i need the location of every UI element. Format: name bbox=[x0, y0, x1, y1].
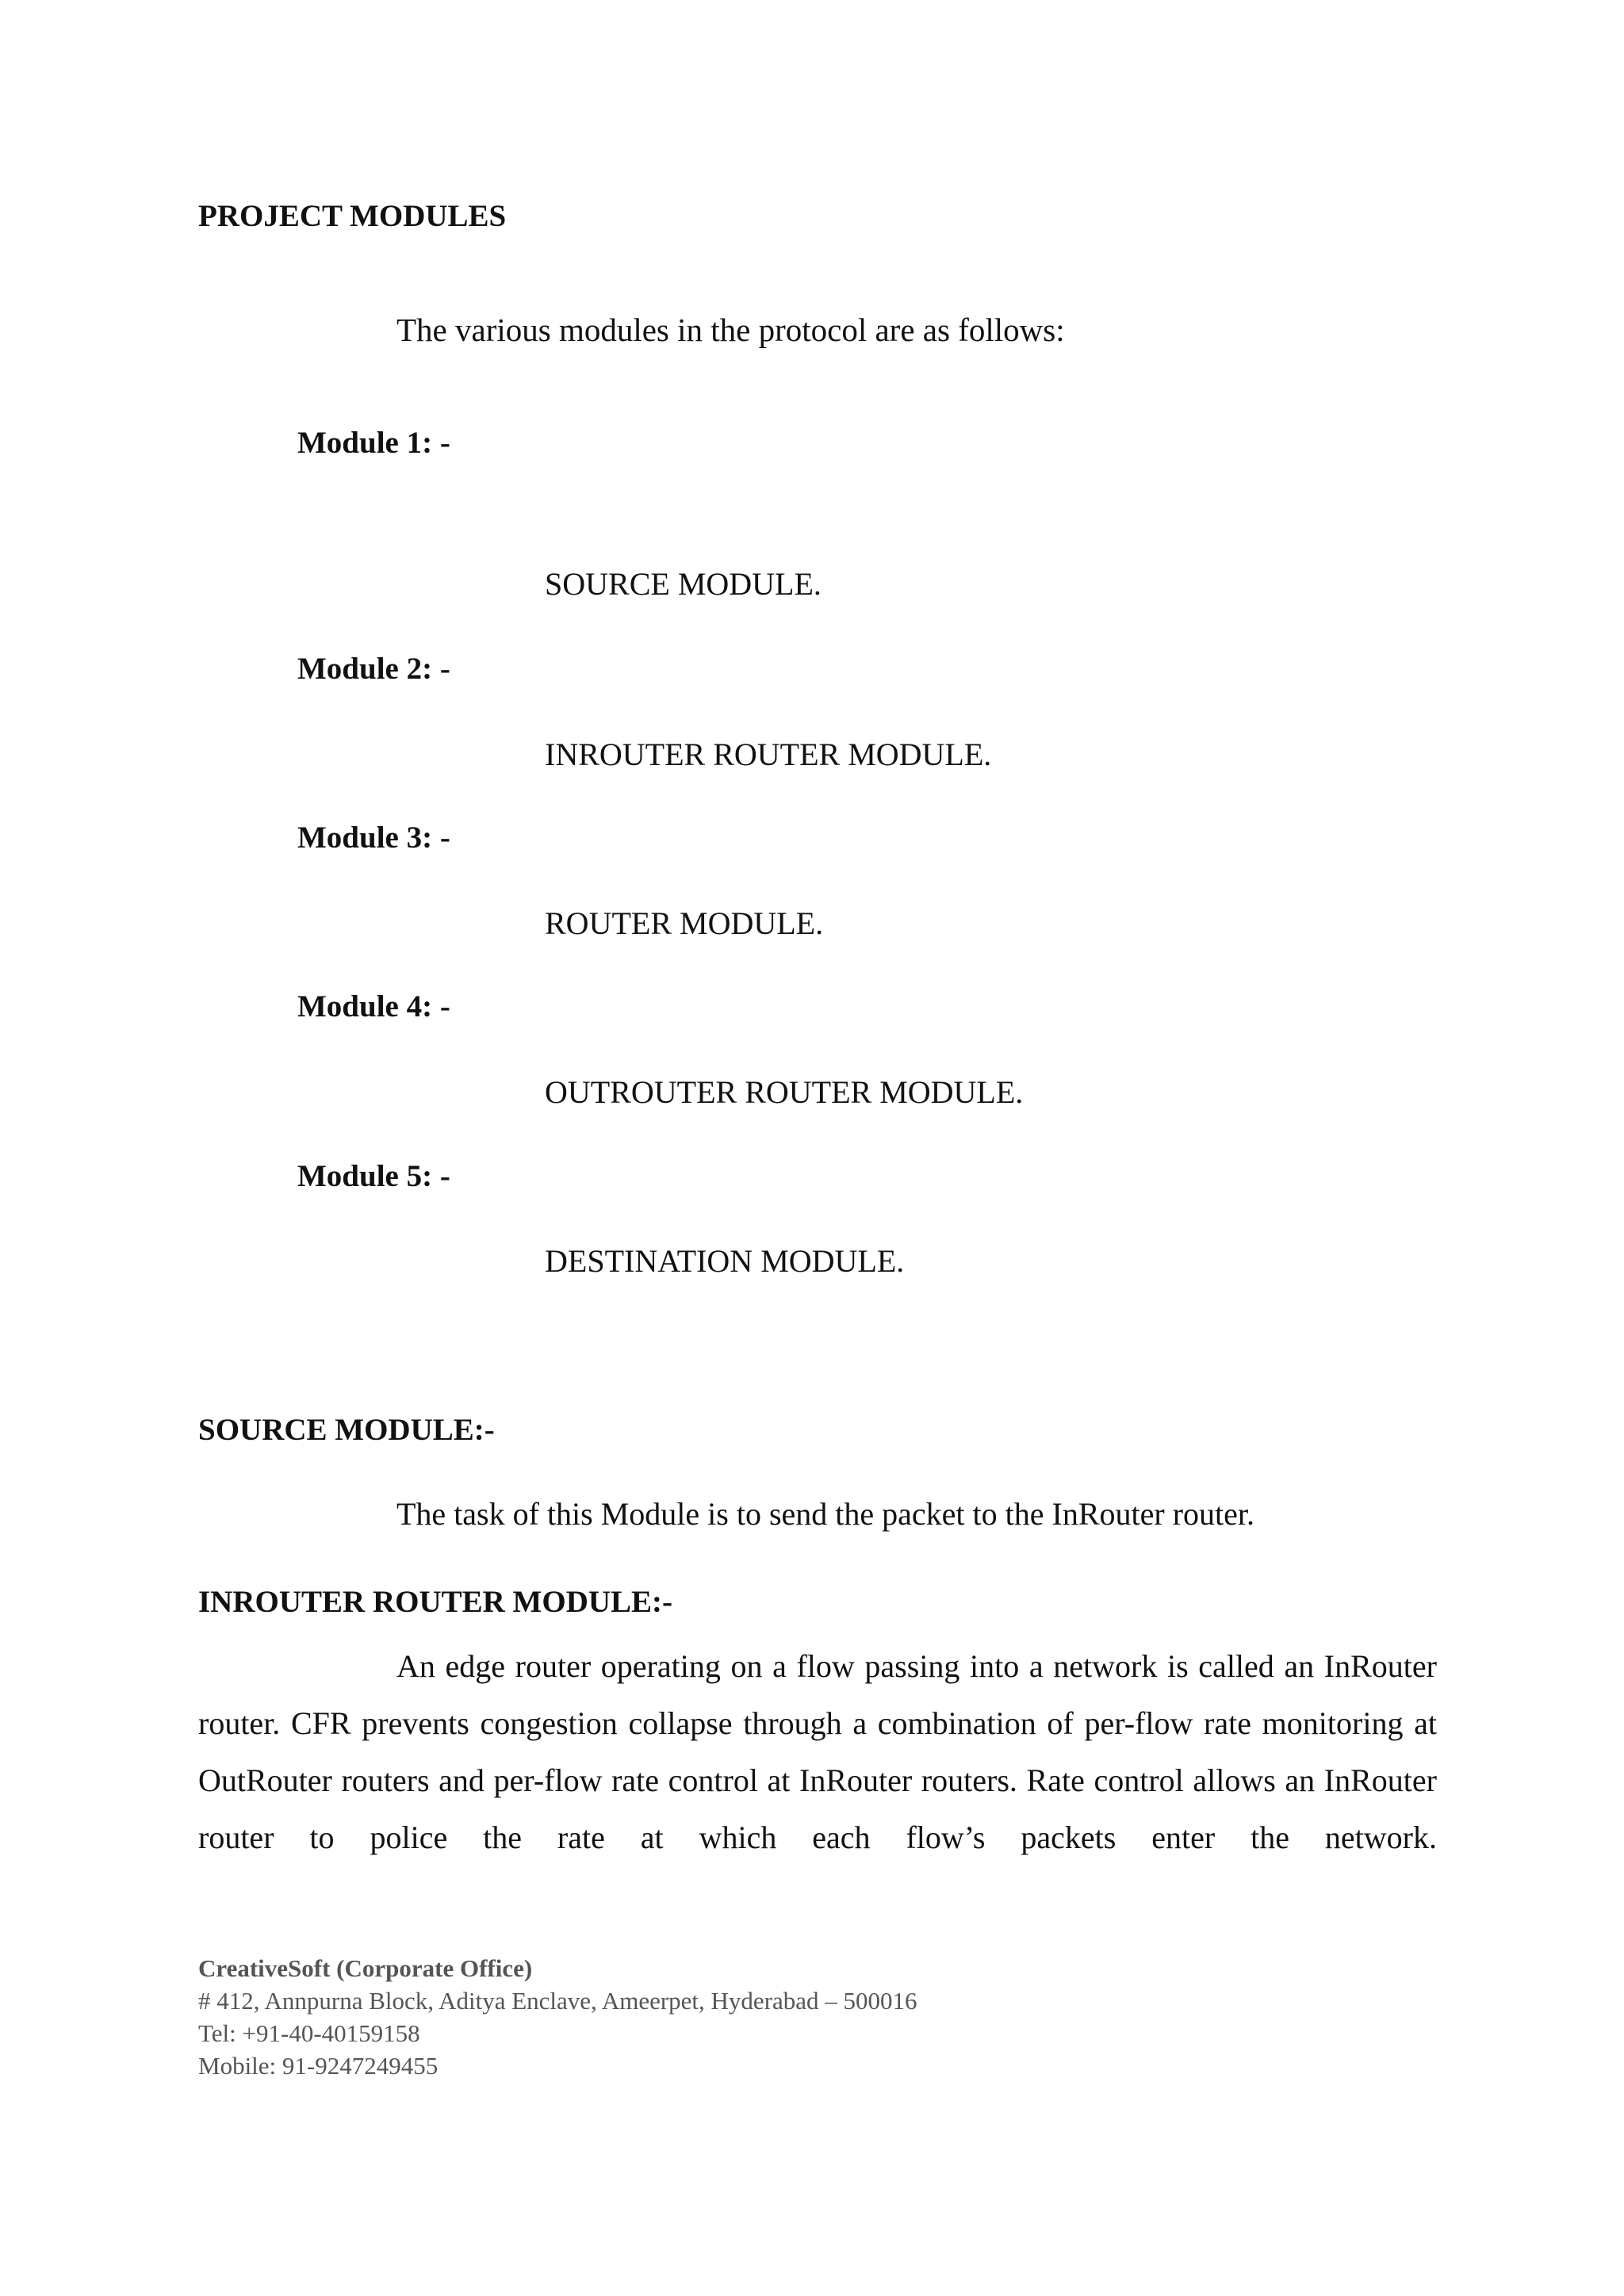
footer bbox=[198, 1952, 917, 2082]
footer-tel: Tel: +91-40-40159158 bbox=[198, 2019, 420, 2047]
footer-company: CreativeSoft (Corporate Office) bbox=[198, 1954, 533, 1982]
page-title: PROJECT MODULES bbox=[198, 199, 507, 233]
section-heading: INROUTER ROUTER MODULE:- bbox=[198, 1585, 673, 1619]
section-text: An edge router operating on a flow passing into a network is called an InRouter router. CFR prevents congestion collapse through a combination of per-flow rate monitoring at OutRouter routers and per-flow rate control at InRouter routers. Rate control allows an InRouter router to police the rate at which each flow’s packets enter the network. bbox=[198, 1648, 1437, 1855]
section-heading: SOURCE MODULE:- bbox=[198, 1413, 495, 1447]
module-label: Module 2: - bbox=[297, 652, 450, 686]
footer-mobile: Mobile: 91-9247249455 bbox=[198, 2052, 439, 2080]
module-label: Module 4: - bbox=[297, 989, 450, 1024]
section-text: The task of this Module is to send the packet to the InRouter router. bbox=[396, 1496, 1254, 1532]
module-label: Module 3: - bbox=[297, 821, 450, 855]
module-name: DESTINATION MODULE. bbox=[545, 1243, 905, 1279]
intro-text: The various modules in the protocol are as follows: bbox=[396, 312, 1065, 348]
footer-address: # 412, Annpurna Block, Aditya Enclave, Ameerpet, Hyderabad – 500016 bbox=[198, 1987, 917, 2015]
section-paragraph bbox=[198, 1638, 1437, 1866]
module-name: INROUTER ROUTER MODULE. bbox=[545, 737, 992, 772]
module-name: ROUTER MODULE. bbox=[545, 905, 824, 941]
module-name: SOURCE MODULE. bbox=[545, 566, 822, 602]
module-label: Module 1: - bbox=[297, 426, 450, 460]
module-name: OUTROUTER ROUTER MODULE. bbox=[545, 1074, 1024, 1110]
module-label: Module 5: - bbox=[297, 1159, 450, 1193]
